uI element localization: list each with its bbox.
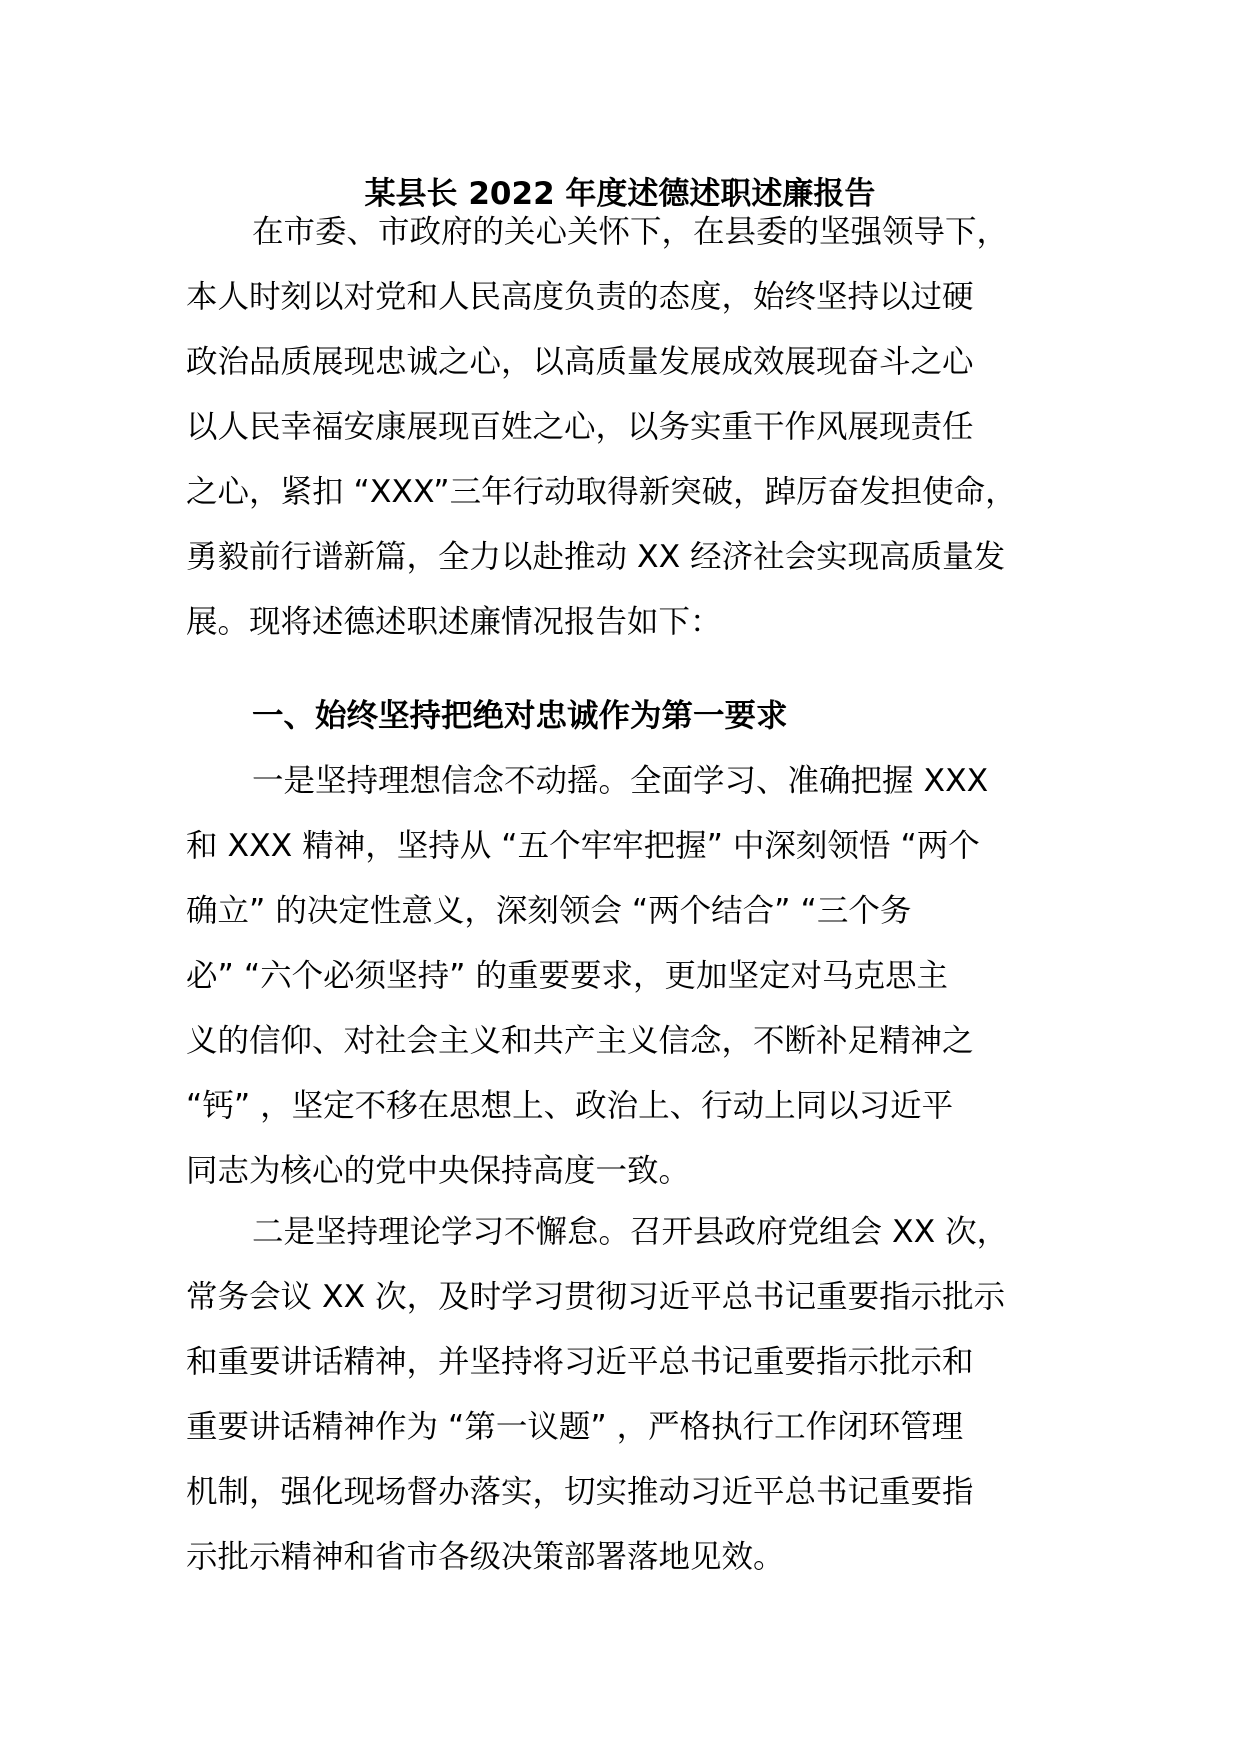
section-heading: 一、始终坚持把绝对忠诚作为第一要求 [252, 698, 788, 734]
text-line: “钙” ，坚定不移在思想上、政治上、行动上同以习近平 [186, 1088, 954, 1124]
paragraph-1 [186, 749, 1086, 1204]
text-line: 重要讲话精神作为 “第一议题” ，严格执行工作闭环管理 [186, 1409, 964, 1445]
text-line: 展。现将述德述职述廉情况报告如下： [186, 604, 722, 640]
text-line: 和重要讲话精神，并坚持将习近平总书记重要指示批示和 [186, 1344, 974, 1380]
document-title: 某县长 2022 年度述德述职述廉报告 [364, 176, 876, 212]
text-line: 之心，紧扣 “XXX”三年行动取得新突破，踔厉奋发担使命， [186, 474, 1017, 510]
text-line: 以人民幸福安康展现百姓之心，以务实重干作风展现责任 [186, 409, 974, 445]
text-line: 示批示精神和省市各级决策部署落地见效。 [186, 1539, 785, 1575]
text-line: 二是坚持理论学习不懈怠。召开县政府党组会 XX 次， [252, 1214, 1009, 1250]
text-line: 勇毅前行谱新篇，全力以赴推动 XX 经济社会实现高质量发 [186, 539, 1006, 575]
text-line: 一是坚持理想信念不动摇。全面学习、准确把握 XXX [252, 763, 989, 799]
text-line: 同志为核心的党中央保持高度一致。 [186, 1153, 691, 1189]
text-line: 常务会议 XX 次，及时学习贯彻习近平总书记重要指示批示 [186, 1279, 1006, 1315]
text-line: 本人时刻以对党和人民高度负责的态度，始终坚持以过硬 [186, 279, 974, 315]
text-line: 政治品质展现忠诚之心，以高质量发展成效展现奋斗之心 [186, 344, 974, 380]
text-line: 确立” 的决定性意义，深刻领会 “两个结合” “三个务 [186, 893, 912, 929]
text-line: 在市委、市政府的关心关怀下，在县委的坚强领导下， [252, 214, 1009, 250]
intro-paragraph [186, 200, 1086, 655]
text-line: 必” “六个必须坚持” 的重要要求，更加坚定对马克思主 [186, 958, 948, 994]
paragraph-2 [186, 1200, 1086, 1590]
text-line: 机制，强化现场督办落实，切实推动习近平总书记重要指 [186, 1474, 974, 1510]
text-line: 义的信仰、对社会主义和共产主义信念，不断补足精神之 [186, 1023, 974, 1059]
text-line: 和 XXX 精神，坚持从 “五个牢牢把握” 中深刻领悟 “两个 [186, 828, 980, 864]
